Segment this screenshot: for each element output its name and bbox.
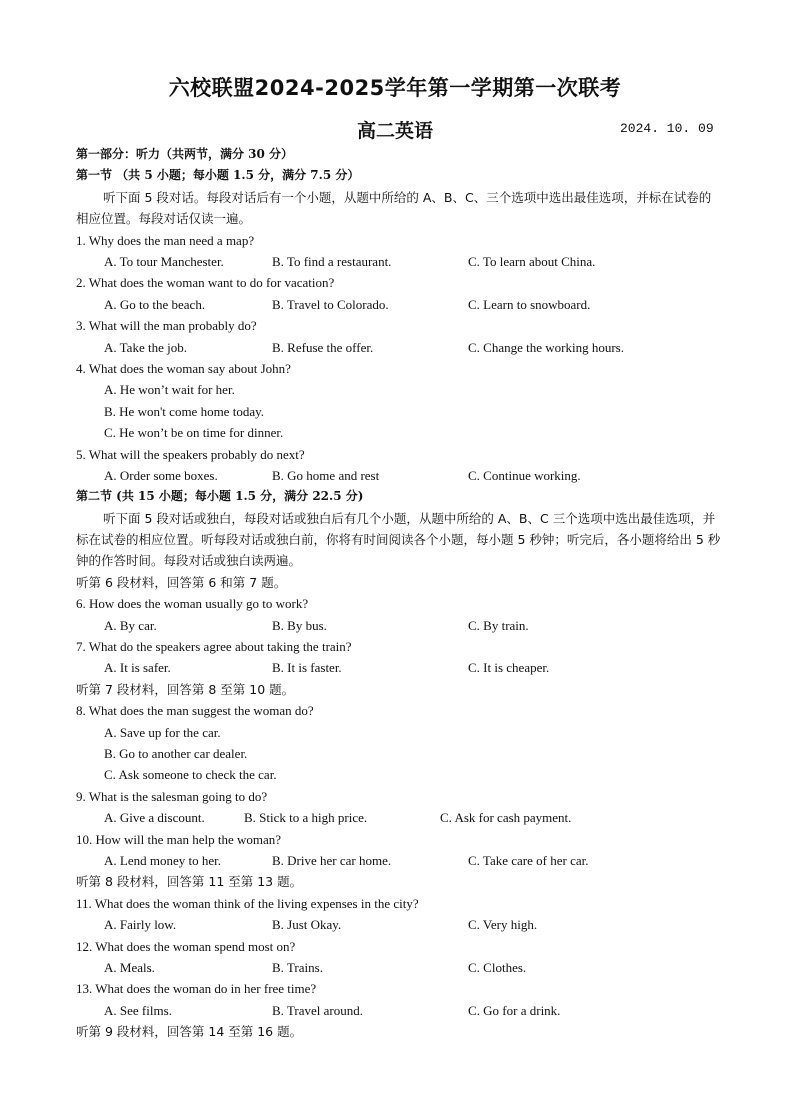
options-row <box>76 914 722 935</box>
question-stem: 2. What does the woman want to do for vacation? <box>76 275 335 291</box>
option-c: C. Learn to snowboard. <box>468 296 591 312</box>
exam-content <box>76 144 722 1042</box>
option-b: B. Refuse the offer. <box>272 339 374 355</box>
exam-title: 六校联盟2024-2025学年第一学期第一次联考 <box>168 76 622 100</box>
option-a: A. Meals. <box>104 959 155 975</box>
question-stem: 1. Why does the man need a map? <box>76 232 255 248</box>
part1-heading: 第一部分：听力（共两节，满分 30 分） <box>76 147 294 161</box>
option-a: A. Fairly low. <box>104 917 177 933</box>
option-b: B. Go home and rest <box>272 467 380 483</box>
option-a: A. Order some boxes. <box>104 467 218 483</box>
option-b: B. By bus. <box>272 617 327 633</box>
question-stem: 6. How does the woman usually go to work? <box>76 596 309 612</box>
material-note: 听第 7 段材料，回答第 8 至第 10 题。 <box>76 681 295 697</box>
option-c: C. Take care of her car. <box>468 852 589 868</box>
option-c: C. Clothes. <box>468 959 527 975</box>
exam-subtitle: 高二英语 <box>356 120 433 142</box>
option-a: A. By car. <box>104 617 157 633</box>
options-row <box>76 807 722 828</box>
option-b: B. Travel around. <box>272 1002 363 1018</box>
section1-instructions: 听下面 5 段对话。每段对话后有一个小题，从题中所给的 A、B、C、三个选项中选出最佳选项，并标在试卷的相应位置。每段对话仅读一遍。 <box>76 189 712 227</box>
option-c: C. He won’t be on time for dinner. <box>104 425 284 441</box>
option-a: A. Lend money to her. <box>104 852 221 868</box>
question-stem: 9. What is the salesman going to do? <box>76 788 268 804</box>
options-row <box>76 337 722 358</box>
material-note: 听第 6 段材料，回答第 6 和第 7 题。 <box>76 574 287 590</box>
option-a: A. To tour Manchester. <box>104 253 224 269</box>
question-stem: 5. What will the speakers probably do next? <box>76 446 305 462</box>
material-note: 听第 8 段材料，回答第 11 至第 13 题。 <box>76 874 303 890</box>
option-b: B. Go to another car dealer. <box>104 746 248 762</box>
option-a: A. Give a discount. <box>104 810 205 826</box>
options-row <box>76 294 722 315</box>
option-c: C. It is cheaper. <box>468 660 550 676</box>
option-b: B. Trains. <box>272 959 323 975</box>
question-stem: 10. How will the man help the woman? <box>76 831 282 847</box>
question-stem: 4. What does the woman say about John? <box>76 360 291 376</box>
options-row <box>76 615 722 636</box>
options-row <box>76 465 722 486</box>
option-a: A. He won’t wait for her. <box>104 382 235 398</box>
options-row <box>76 957 722 978</box>
option-c: C. By train. <box>468 617 529 633</box>
option-c: C. Ask someone to check the car. <box>104 767 277 783</box>
question-stem: 3. What will the man probably do? <box>76 318 257 334</box>
option-b: B. He won't come home today. <box>104 403 264 419</box>
option-c: C. To learn about China. <box>468 253 596 269</box>
options-row <box>76 850 722 871</box>
option-b: B. It is faster. <box>272 660 342 676</box>
option-c: C. Very high. <box>468 917 538 933</box>
option-c: C. Ask for cash payment. <box>440 810 572 826</box>
option-c: C. Change the working hours. <box>468 339 624 355</box>
material-note: 听第 9 段材料，回答第 14 至第 16 题。 <box>76 1024 303 1040</box>
question-stem: 8. What does the man suggest the woman do? <box>76 703 314 719</box>
section1-heading: 第一节 （共 5 小题；每小题 1.5 分，满分 7.5 分） <box>76 168 360 183</box>
question-stem: 7. What do the speakers agree about taking the train? <box>76 639 352 655</box>
option-b: B. Just Okay. <box>272 917 342 933</box>
question-stem: 11. What does the woman think of the living expenses in the city? <box>76 895 419 911</box>
options-row <box>76 251 722 272</box>
option-b: B. Travel to Colorado. <box>272 296 389 312</box>
option-b: B. Drive her car home. <box>272 852 392 868</box>
option-b: B. Stick to a high price. <box>244 810 368 826</box>
question-stem: 12. What does the woman spend most on? <box>76 938 296 954</box>
option-a: A. See films. <box>104 1002 172 1018</box>
section2-heading: 第二节 (共 15 小题；每小题 1.5 分，满分 22.5 分) <box>76 489 364 504</box>
option-a: A. Save up for the car. <box>104 724 221 740</box>
options-row <box>76 657 722 678</box>
option-a: A. Go to the beach. <box>104 296 206 312</box>
option-a: A. It is safer. <box>104 660 171 676</box>
option-c: C. Go for a drink. <box>468 1002 561 1018</box>
section2-instructions: 听下面 5 段对话或独白，每段对话或独白后有几个小题，从题中所给的 A、B、C 三个选项中选出最佳选项，并标在试卷的相应位置。听每段对话或独白前，你将有时间阅读各个小题，每小题 5 秒钟；听完后，各小题将给出 5 秒钟的作答时间。每段对话或独白读两遍。 <box>76 510 721 569</box>
options-row <box>76 1000 722 1021</box>
option-b: B. To find a restaurant. <box>272 253 392 269</box>
exam-date: 2024. 10. 09 <box>620 121 714 136</box>
question-stem: 13. What does the woman do in her free time? <box>76 981 317 997</box>
option-c: C. Continue working. <box>468 467 581 483</box>
option-a: A. Take the job. <box>104 339 187 355</box>
